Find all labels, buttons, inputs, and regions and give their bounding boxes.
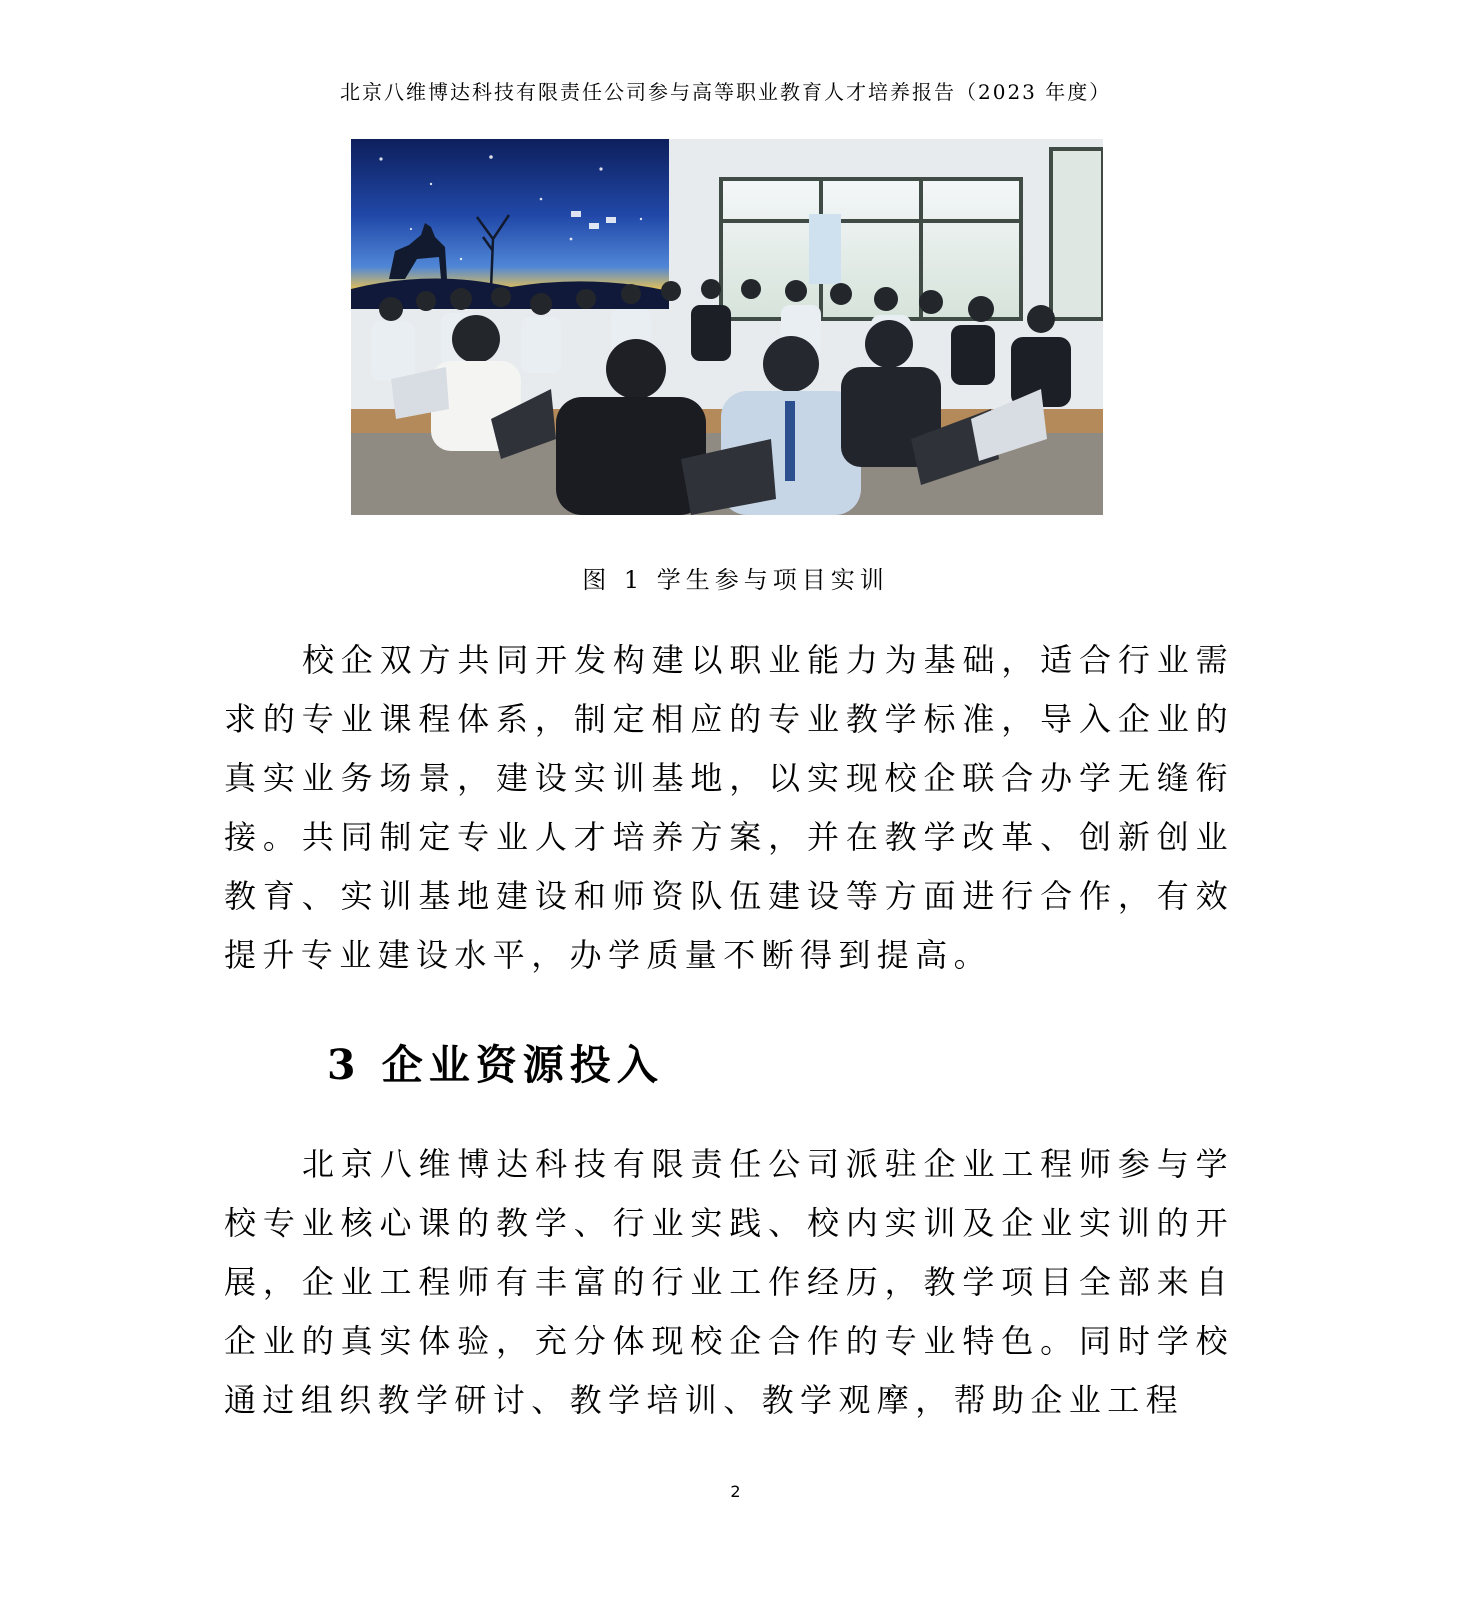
section-heading: 3 企业资源投入: [327, 1041, 664, 1089]
figure-caption: 图 1 学生参与项目实训: [582, 566, 889, 594]
page-number: 2: [730, 1482, 741, 1501]
classroom-photo: [351, 139, 1103, 515]
running-header: 北京八维博达科技有限责任公司参与高等职业教育人才培养报告（2023 年度）: [340, 80, 1112, 104]
body-paragraph-1: 校企双方共同开发构建以职业能力为基础，适合行业需求的专业课程体系，制定相应的专业教学标准，导入企业的真实业务场景，建设实训基地，以实现校企联合办学无缝衔接。共同制定专业人才培养方案，并在教学改革、创新创业教育、实训基地建设和师资队伍建设等方面进行合作，有效提升专业建设水平，办学质量不断得到提高。: [224, 641, 1234, 974]
body-paragraph-2: 北京八维博达科技有限责任公司派驻企业工程师参与学校专业核心课的教学、行业实践、校内实训及企业实训的开展，企业工程师有丰富的行业工作经历，教学项目全部来自企业的真实体验，充分体现校企合作的专业特色。同时学校通过组织教学研讨、教学培训、教学观摩，帮助企业工程: [224, 1145, 1234, 1419]
